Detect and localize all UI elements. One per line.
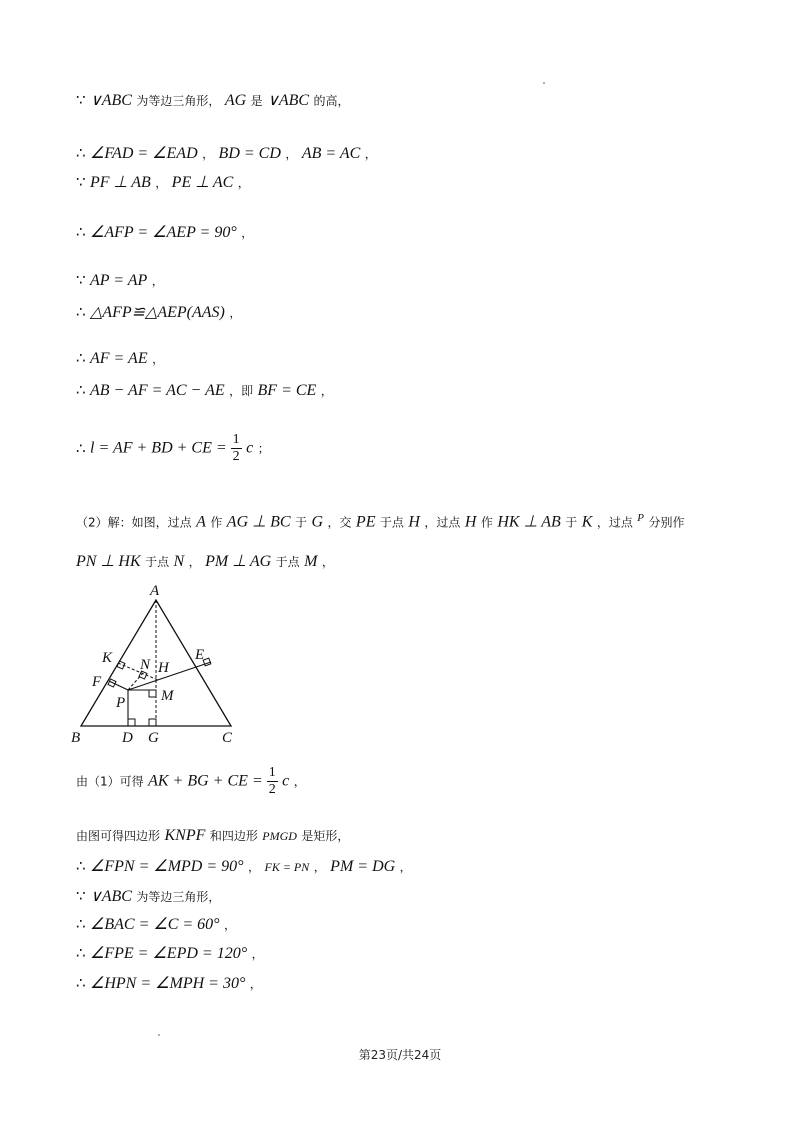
text-segment: 于 [565, 515, 578, 530]
therefore-symbol: ∴ [76, 349, 86, 367]
text-segment: 由（1）可得 [76, 774, 144, 789]
segment-pf [109, 681, 128, 690]
text-segment: ，交 [327, 515, 352, 530]
text-segment: 的高， [313, 94, 350, 108]
line-11 [76, 552, 334, 572]
line-18 [76, 973, 262, 994]
label-e: E [195, 647, 205, 663]
text-segment: ， [152, 352, 165, 366]
text-segment: ， [399, 860, 412, 874]
line-9 [76, 432, 270, 465]
line-16 [76, 914, 236, 935]
because-symbol: ∵ [76, 887, 86, 905]
text-segment: 和四边形 [209, 829, 258, 843]
text-segment: 于点 [145, 555, 170, 569]
fraction-denominator: 2 [232, 449, 240, 464]
label-p: P [116, 695, 126, 711]
line-13 [76, 826, 349, 846]
text-segment: ， [321, 555, 334, 569]
text-segment: ， [248, 860, 261, 874]
line-14 [76, 856, 412, 877]
right-angle-k [117, 661, 125, 669]
text-segment: ， [249, 977, 262, 991]
line-1 [76, 90, 350, 111]
fraction-denominator: 2 [268, 782, 276, 797]
text-segment: （2）解：如图，过点 [76, 515, 192, 530]
variable-c: c [282, 772, 290, 790]
line-2 [76, 143, 377, 164]
line-10 [76, 508, 685, 533]
text-segment: ， [285, 147, 298, 161]
fraction-numerator: 1 [232, 432, 240, 447]
text-segment: ，即 [229, 384, 254, 398]
equation: AB = AC [301, 145, 361, 162]
text-segment: 分别作 [648, 515, 685, 530]
text-segment: ， [237, 176, 250, 190]
equation: AP = AP [90, 272, 148, 289]
text-segment: ， [155, 176, 168, 190]
label-k: K [102, 650, 113, 666]
text-segment: ， [202, 147, 215, 161]
because-symbol: ∵ [76, 271, 86, 289]
line-3 [76, 172, 250, 193]
point-label: N [173, 553, 185, 570]
label-n: N [140, 657, 151, 673]
equation: FK = PN [264, 860, 310, 874]
text-segment: ， [320, 384, 333, 398]
geometry-figure [66, 578, 256, 748]
text-segment: 于点 [379, 515, 404, 530]
stray-dot [158, 1034, 160, 1036]
because-symbol: ∵ [76, 91, 86, 109]
text-segment: 由图可得四边形 [76, 829, 161, 843]
equation: BF = CE [257, 382, 317, 399]
equation: ∠FAD = ∠EAD [90, 145, 198, 162]
label-f: F [92, 674, 102, 690]
text-segment: 作 [480, 515, 493, 530]
triangle-abc: ∨ABC [90, 92, 132, 109]
text-segment: ，过点 [424, 515, 461, 530]
point-label: P [637, 512, 645, 524]
therefore-symbol: ∴ [76, 974, 86, 992]
point-label: M [304, 553, 318, 570]
equation: PM = DG [330, 858, 396, 875]
fraction-numerator: 1 [268, 765, 276, 780]
label-d: D [122, 730, 133, 746]
equation: ∠HPN = ∠MPH = 30° [90, 975, 246, 992]
text-segment: 是矩形， [301, 829, 350, 843]
quadrilateral-label: PMGD [262, 829, 297, 843]
fraction-half [231, 432, 242, 465]
line-4 [76, 222, 253, 243]
text-segment: 为等边三角形， [136, 890, 221, 904]
text-segment: ， [229, 306, 242, 320]
line-5 [76, 270, 164, 291]
therefore-symbol: ∴ [76, 439, 86, 458]
right-angle-m [149, 690, 156, 697]
segment-label: PE [355, 513, 376, 531]
point-label: H [408, 513, 420, 531]
equation: PN ⊥ HK [76, 553, 141, 570]
segment-ag: AG [224, 92, 247, 109]
label-b: B [71, 730, 81, 746]
therefore-symbol: ∴ [76, 223, 86, 241]
text-segment: ， [293, 774, 306, 789]
label-m: M [161, 688, 174, 704]
equation: HK ⊥ AB [497, 513, 561, 531]
equation: l = AF + BD + CE = [90, 439, 231, 457]
text-segment: ； [257, 441, 270, 456]
equation: PE ⊥ AC [171, 174, 234, 191]
text-segment: 于点 [275, 555, 300, 569]
point-label: G [311, 513, 323, 531]
equation: AF = AE [90, 350, 148, 367]
equation: ∠AFP = ∠AEP = 90° [90, 224, 237, 241]
equation: ∠FPN = ∠MPD = 90° [90, 858, 244, 875]
label-h: H [158, 660, 169, 676]
right-angle-d [128, 719, 135, 726]
stray-dot [543, 82, 545, 84]
line-15 [76, 886, 220, 907]
line-6 [76, 302, 241, 323]
therefore-symbol: ∴ [76, 381, 86, 399]
point-label: K [581, 513, 593, 531]
text-segment: ， [251, 947, 264, 961]
line-7 [76, 348, 164, 369]
right-angle-e [203, 658, 211, 666]
equation: AK + BG + CE = [148, 772, 267, 790]
equation: △AFP≌△AEP(AAS) [90, 304, 225, 321]
line-17 [76, 943, 264, 964]
variable-c: c [246, 439, 254, 457]
equation: AB − AF = AC − AE [90, 382, 225, 399]
label-g: G [148, 730, 159, 746]
triangle-abc: ∨ABC [267, 92, 310, 109]
equation: PM ⊥ AG [205, 553, 272, 570]
label-a: A [150, 583, 160, 599]
point-label: H [464, 513, 477, 531]
triangle-abc: ∨ABC [90, 888, 132, 905]
text-segment: ，过点 [596, 515, 633, 530]
therefore-symbol: ∴ [76, 144, 86, 162]
text-segment: ， [151, 274, 164, 288]
text-segment: ， [364, 147, 377, 161]
label-c: C [222, 730, 233, 746]
text-segment: ， [224, 918, 237, 932]
therefore-symbol: ∴ [76, 944, 86, 962]
because-symbol: ∵ [76, 173, 86, 191]
text-segment: 为等边三角形， [136, 94, 221, 108]
quadrilateral-label: KNPF [164, 827, 206, 844]
text-segment: 于 [294, 515, 307, 530]
equation: ∠FPE = ∠EPD = 120° [90, 945, 248, 962]
line-8 [76, 380, 333, 401]
right-angle-g [149, 719, 156, 726]
text-segment: 作 [210, 515, 223, 530]
therefore-symbol: ∴ [76, 915, 86, 933]
text-segment: 是 [250, 94, 263, 108]
therefore-symbol: ∴ [76, 857, 86, 875]
text-segment: ， [241, 226, 254, 240]
equation: PF ⊥ AB [90, 174, 151, 191]
equation: ∠BAC = ∠C = 60° [90, 916, 220, 933]
therefore-symbol: ∴ [76, 303, 86, 321]
page-footer: 第23页/共24页 [358, 1048, 442, 1062]
text-segment: ， [313, 860, 326, 874]
equation: BD = CD [218, 145, 281, 162]
point-label: A [196, 513, 206, 531]
text-segment: ， [188, 555, 201, 569]
fraction-half [267, 765, 278, 798]
equation: AG ⊥ BC [226, 513, 291, 531]
line-12 [76, 765, 306, 798]
